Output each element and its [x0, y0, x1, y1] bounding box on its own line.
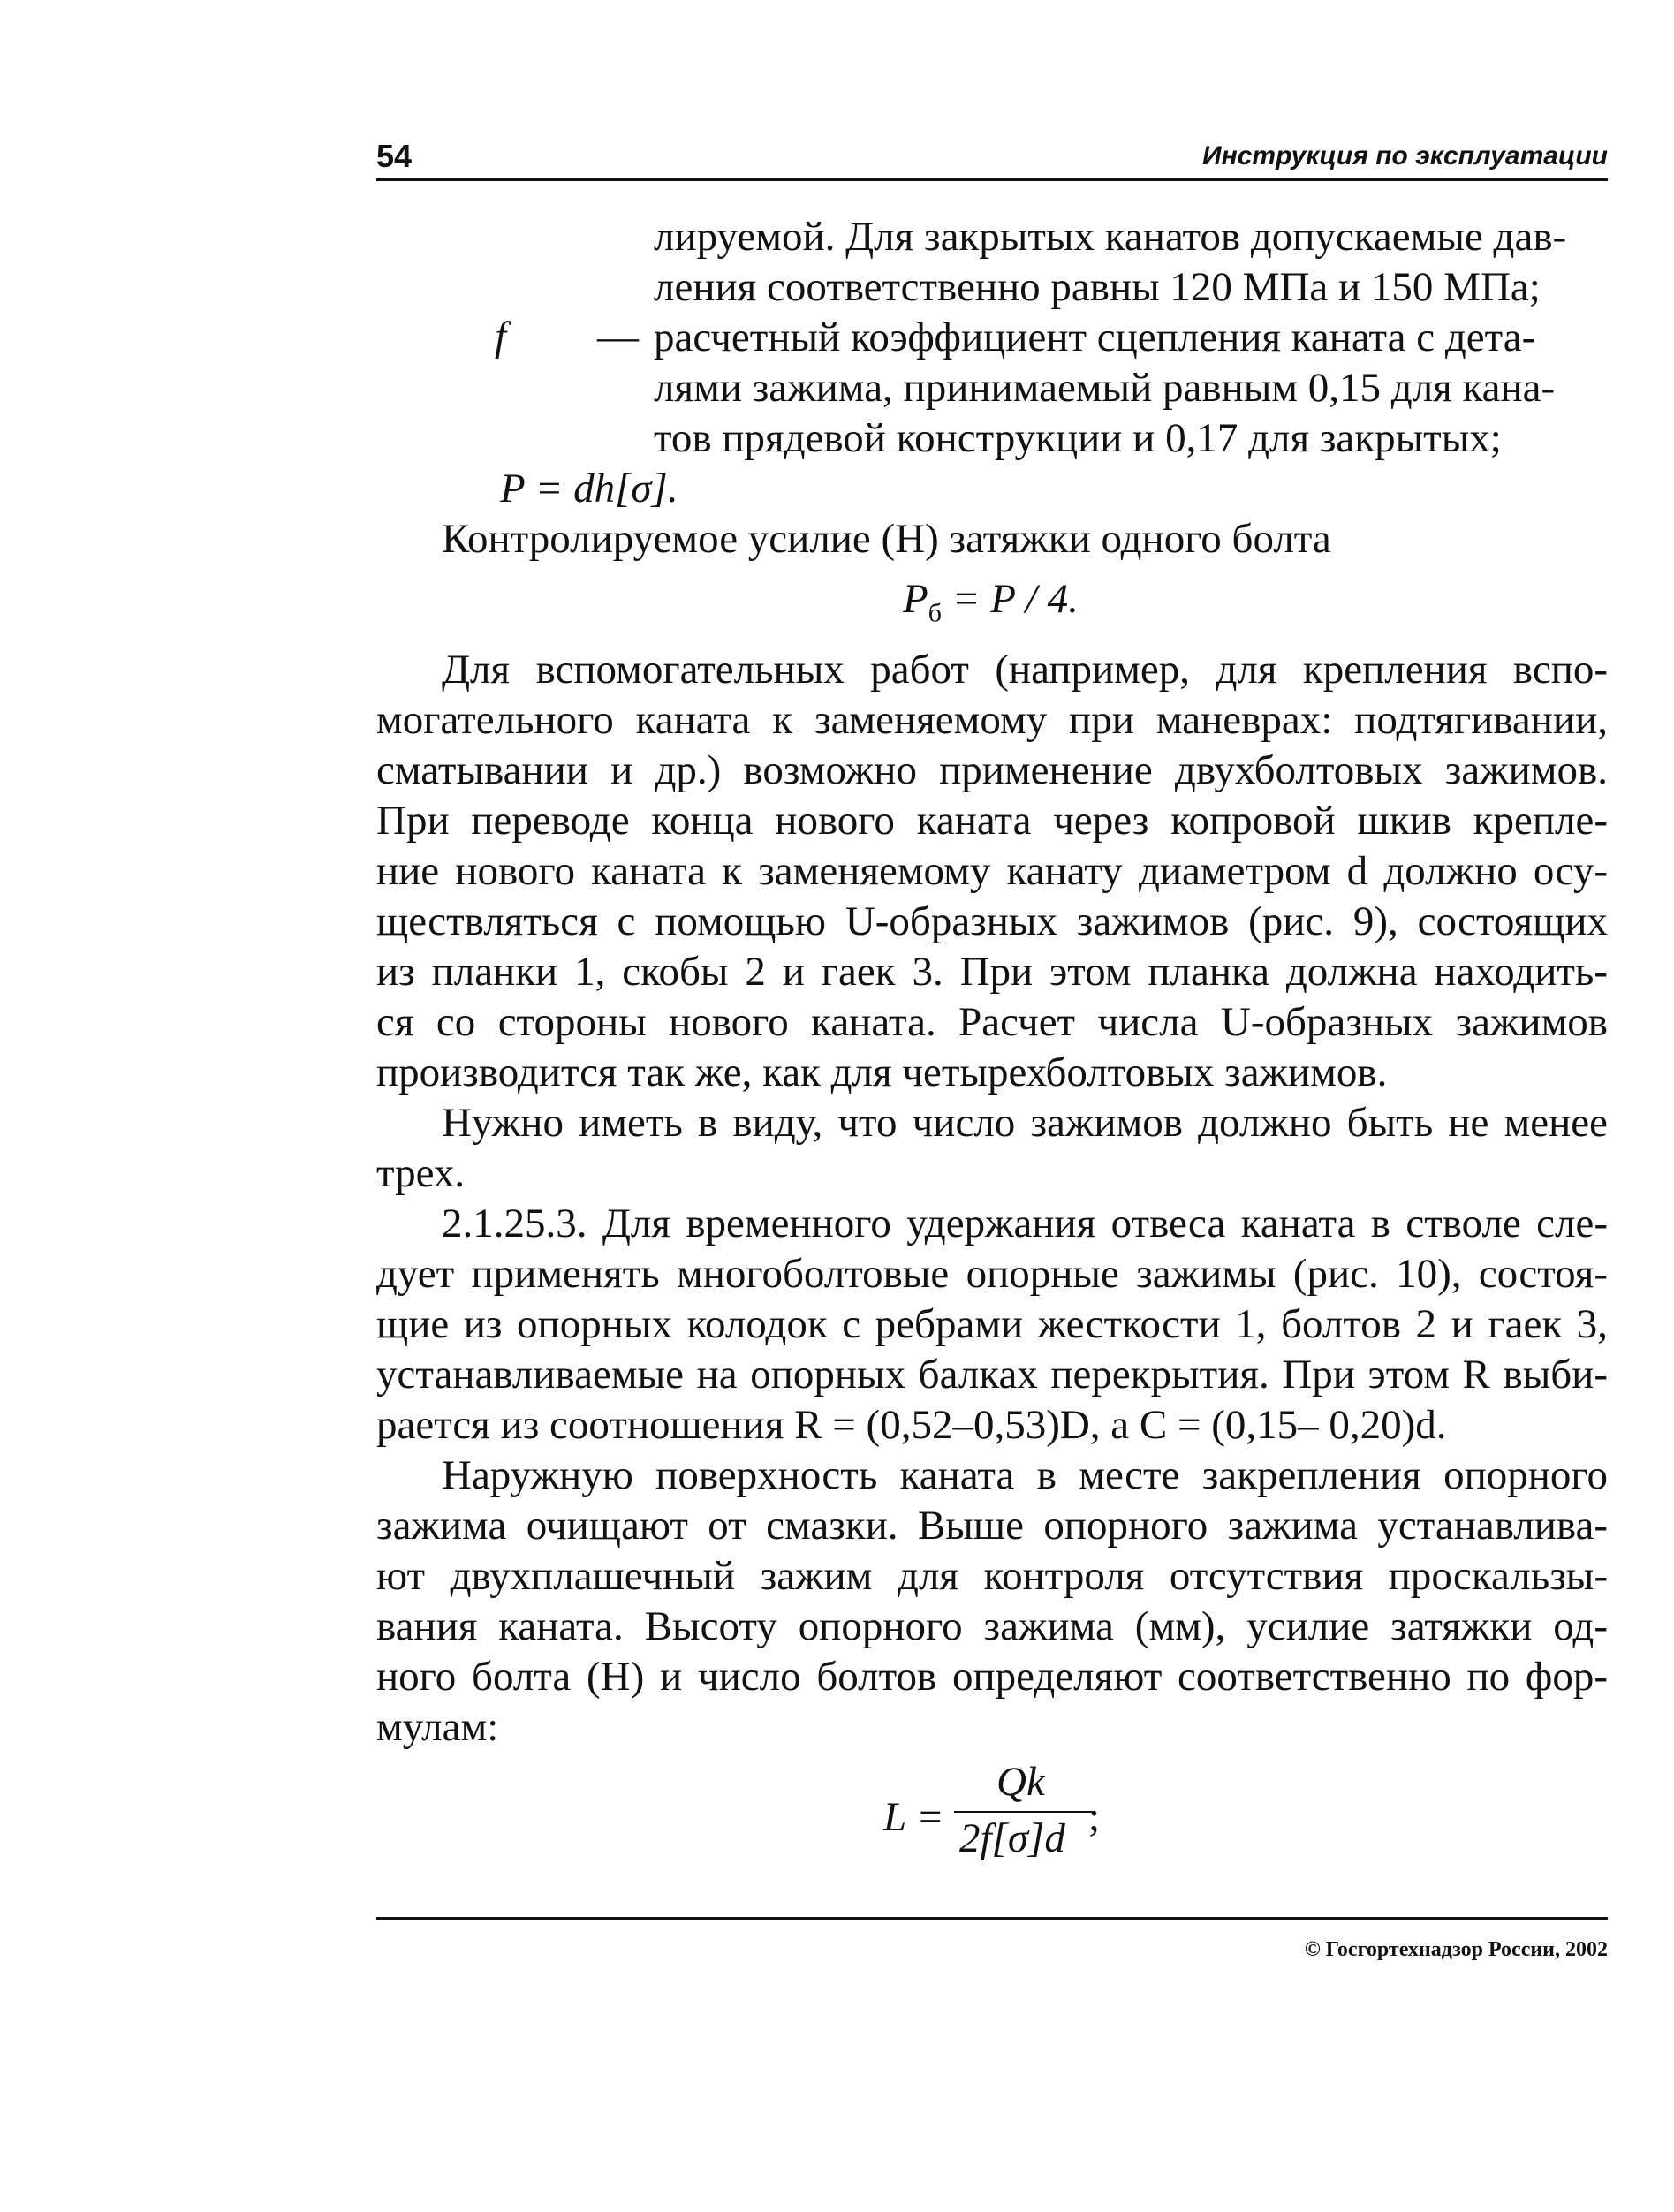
paragraph-line: Нужно иметь в виду, что число зажимов должно быть не менее — [442, 1100, 1608, 1146]
paragraph-line: дует применять многоболтовые опорные зажимы (рис. 10), состоя- — [376, 1251, 1608, 1297]
text-line: ления соответственно равны 120 МПа и 150 МПа; — [654, 264, 1541, 310]
paragraph-line: вания каната. Высоту опорного зажима (мм), усилие затяжки од- — [376, 1603, 1608, 1649]
paragraph-line: сматывании и др.) возможно применение двухболтовых зажимов. — [376, 747, 1608, 793]
formula-l-lhs: L = — [883, 1794, 944, 1840]
paragraph-line: Наружную поверхность каната в месте закрепления опорного — [442, 1452, 1608, 1498]
paragraph-line: 2.1.25.3. Для временного удержания отвеса каната в стволе сле- — [442, 1201, 1608, 1246]
paragraph-line: рается из соотношения R = (0,52–0,53)D, а C = (0,15– 0,20)d. — [376, 1402, 1447, 1448]
paragraph-line: трех. — [376, 1150, 466, 1196]
paragraph-line: ся со стороны нового каната. Расчет числа U-образных зажимов — [376, 999, 1608, 1045]
text-line: лируемой. Для закрытых канатов допускаемые дав- — [654, 214, 1567, 260]
formula-p: P = dh[σ]. — [500, 466, 678, 511]
formula-pb — [903, 574, 1079, 638]
text-line: Контролируемое усилие (Н) затяжки одного болта — [442, 516, 1331, 562]
paragraph-line: могательного каната к заменяемому при маневрах: подтягивании, — [376, 697, 1608, 743]
definition-dash: — — [597, 314, 639, 360]
formula-l-numerator: Qk — [996, 1759, 1045, 1805]
footer-copyright: © Госгортехнадзор России, 2002 — [1304, 1938, 1608, 1961]
paragraph-line: При переводе конца нового каната через копровой шкив крепле- — [376, 798, 1608, 844]
paragraph-line: ществляться с помощью U-образных зажимов (рис. 9), состоящих — [376, 898, 1608, 944]
formula-l-denominator: 2f[σ]d — [959, 1815, 1065, 1861]
paragraph-line: щие из опорных колодок с ребрами жесткости 1, болтов 2 и гаек 3, — [376, 1301, 1608, 1347]
paragraph-line: из планки 1, скобы 2 и гаек 3. При этом планка должна находить- — [376, 949, 1608, 995]
paragraph-line: зажима очищают от смазки. Выше опорного зажима устанавлива- — [376, 1503, 1608, 1549]
running-title: Инструкция по эксплуатации — [1202, 141, 1608, 170]
formula-pb-lhs: P — [903, 576, 928, 622]
formula-pb-subscript: б — [928, 598, 942, 628]
footer-rule — [376, 1917, 1608, 1920]
paragraph-line: устанавливаемые на опорных балках перекрытия. При этом R выби- — [376, 1352, 1608, 1398]
formula-l — [883, 1758, 1131, 1882]
page-header — [376, 134, 1608, 181]
paragraph-line: производится так же, как для четырехболтовых зажимов. — [376, 1049, 1388, 1095]
text-line: лями зажима, принимаемый равным 0,15 для кана- — [654, 365, 1556, 411]
formula-l-end: ; — [1088, 1794, 1101, 1840]
paragraph-line: мулам: — [376, 1704, 499, 1750]
paragraph-line: ние нового каната к заменяемому канату диаметром d должно осу- — [376, 848, 1608, 894]
formula-pb-rhs: = P / 4. — [941, 576, 1079, 622]
page-number: 54 — [376, 138, 413, 174]
fraction-bar — [954, 1811, 1095, 1813]
text-line: расчетный коэффициент сцепления каната с дета- — [654, 314, 1536, 360]
paragraph-line: Для вспомогательных работ (например, для крепления вспо- — [442, 647, 1608, 693]
paragraph-line: ют двухплашечный зажим для контроля отсутствия проскальзы- — [376, 1553, 1608, 1599]
text-line: тов прядевой конструкции и 0,17 для закрытых; — [654, 415, 1502, 461]
paragraph-line: ного болта (Н) и число болтов определяют соответственно по фор- — [376, 1654, 1608, 1700]
symbol-f: f — [495, 314, 507, 360]
